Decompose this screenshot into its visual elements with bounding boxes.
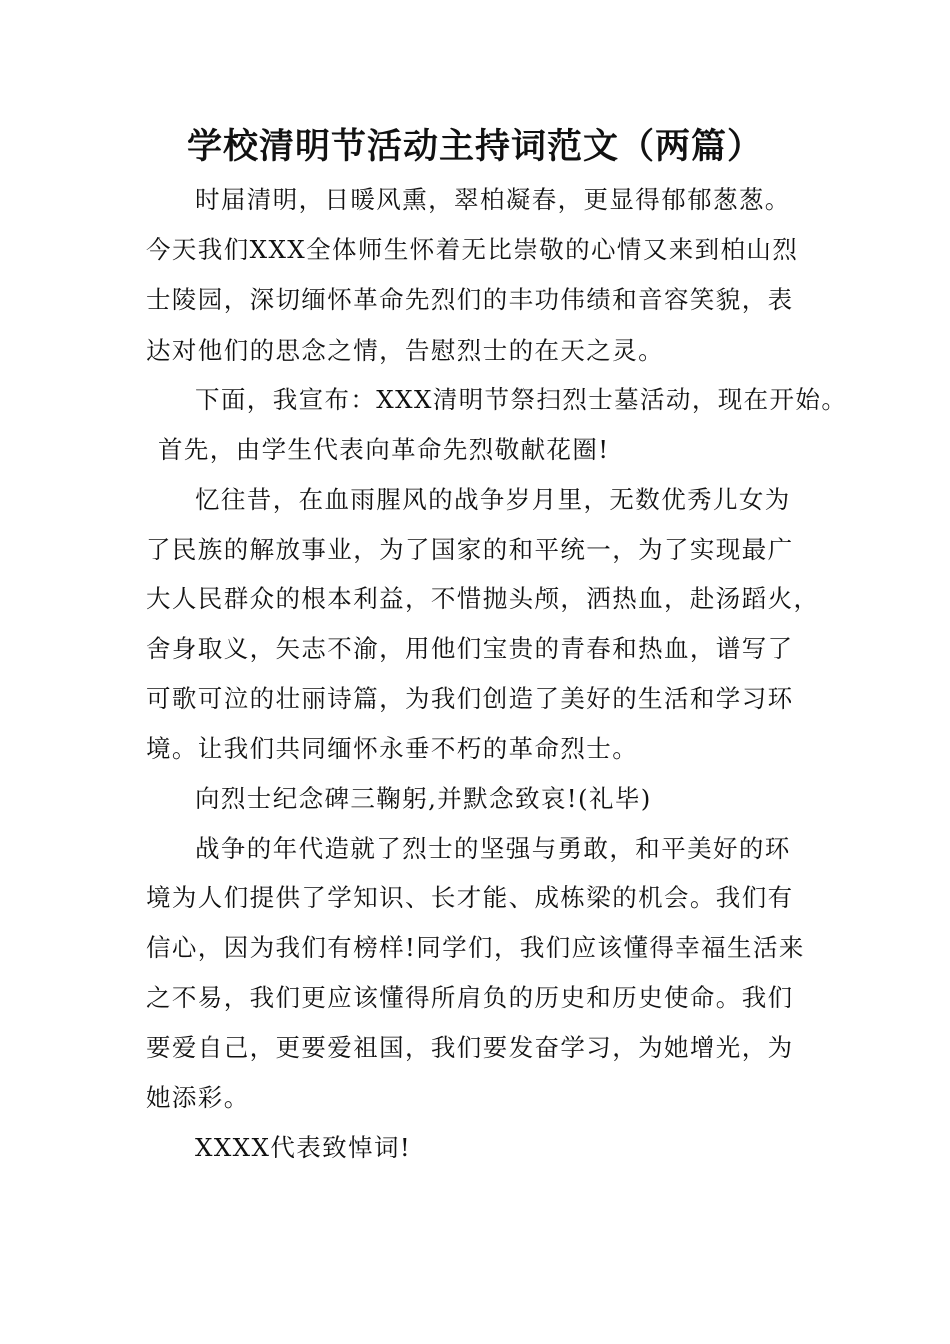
text-line: 首先，由学生代表向革命先烈敬献花圈! [158, 435, 610, 464]
text-line: 之不易，我们更应该懂得所肩负的历史和历史使命。我们 [146, 983, 794, 1012]
text-line: 达对他们的思念之情，告慰烈士的在天之灵。 [146, 336, 664, 365]
text-line: 向烈士纪念碑三鞠躬,并默念致哀!(礼毕) [195, 784, 652, 813]
text-line: 信心，因为我们有榜样!同学们，我们应该懂得幸福生活来 [146, 933, 805, 962]
text-line: 可歌可泣的壮丽诗篇，为我们创造了美好的生活和学习环 [146, 684, 794, 713]
text-line: 了民族的解放事业，为了国家的和平统一，为了实现最广 [146, 535, 794, 564]
text-line: 大人民群众的根本利益，不惜抛头颅，洒热血，赴汤蹈火， [146, 584, 820, 613]
text-line: XXXX代表致悼词! [195, 1133, 412, 1162]
text-line: 忆往昔，在血雨腥风的战争岁月里，无数优秀儿女为 [195, 485, 791, 514]
text-line: 今天我们XXX全体师生怀着无比崇敬的心情又来到柏山烈 [146, 235, 799, 264]
text-line: 时届清明，日暖风熏，翠柏凝春，更显得郁郁葱葱。 [195, 185, 791, 214]
text-line: 舍身取义，矢志不渝，用他们宝贵的青春和热血，谱写了 [146, 634, 794, 663]
document-title: 学校清明节活动主持词范文（两篇） [186, 126, 763, 167]
text-line: 境为人们提供了学知识、长才能、成栋梁的机会。我们有 [146, 883, 794, 912]
text-line: 境。让我们共同缅怀永垂不朽的革命烈士。 [146, 734, 639, 763]
text-line: 士陵园，深切缅怀革命先烈们的丰功伟绩和音容笑貌，表 [146, 285, 794, 314]
text-line: 下面，我宣布：XXX清明节祭扫烈士墓活动，现在开始。 [195, 385, 848, 414]
text-line: 她添彩。 [146, 1083, 250, 1112]
text-line: 要爱自己，更要爱祖国，我们要发奋学习，为她增光，为 [146, 1033, 794, 1062]
text-line: 战争的年代造就了烈士的坚强与勇敢，和平美好的环 [195, 834, 791, 863]
